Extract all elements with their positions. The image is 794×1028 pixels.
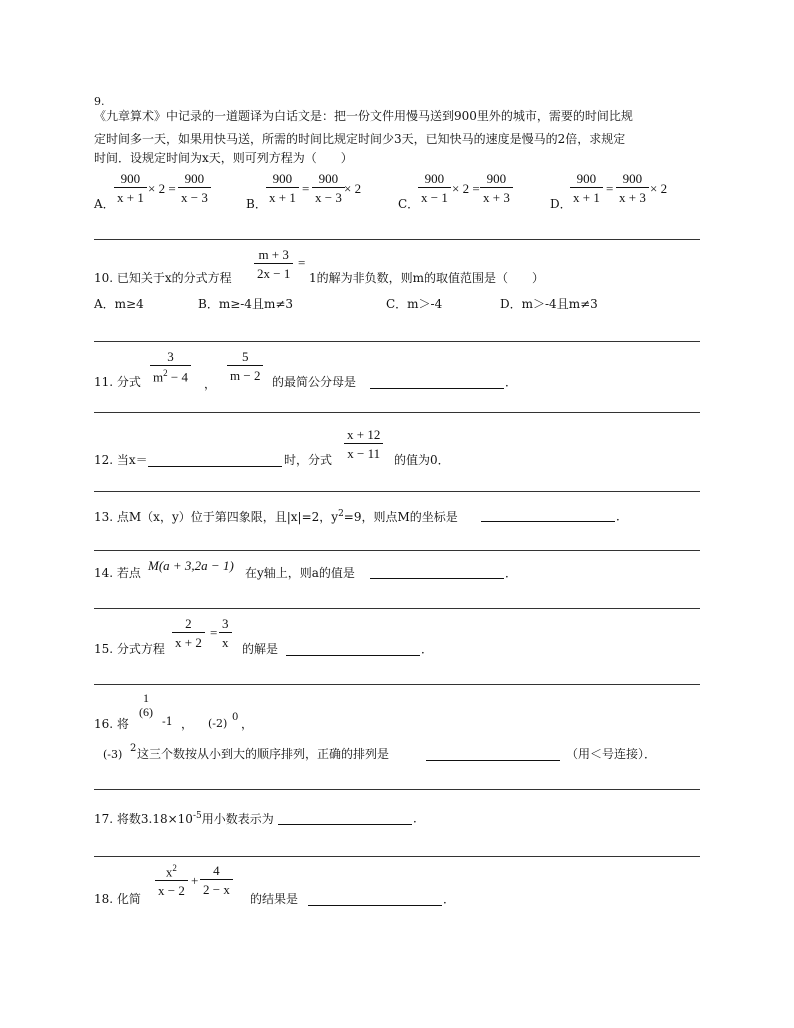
base: (-2) bbox=[208, 717, 228, 730]
answer-blank[interactable] bbox=[370, 578, 504, 579]
point-expression: M(a + 3,2a − 1) bbox=[148, 558, 234, 573]
answer-blank[interactable] bbox=[481, 521, 615, 522]
question-text-part: 用小数表示为 bbox=[201, 812, 274, 826]
numerator: x + 12 bbox=[347, 427, 381, 442]
numerator: 2 bbox=[185, 616, 192, 631]
denominator: x bbox=[219, 632, 232, 649]
operator: = bbox=[210, 625, 218, 640]
denominator: x + 3 bbox=[616, 187, 649, 204]
fraction bbox=[155, 864, 188, 897]
denominator-base: m bbox=[153, 369, 164, 385]
operator: × 2 = bbox=[452, 181, 480, 196]
question-text-line: 时间．设规定时间为x天，则可列方程为（ ） bbox=[94, 151, 353, 165]
numerator: 900 bbox=[318, 171, 339, 186]
separator: ， bbox=[181, 717, 194, 731]
question-text: 的解是 bbox=[242, 642, 279, 656]
numerator-exponent: 2 bbox=[172, 863, 177, 873]
divider bbox=[94, 789, 700, 790]
question-text: 1的解为非负数，则m的取值范围是（ ） bbox=[309, 271, 545, 285]
fraction bbox=[570, 172, 603, 204]
exponent: -1 bbox=[162, 715, 173, 728]
numerator: 3 bbox=[167, 349, 174, 364]
fraction bbox=[227, 350, 263, 382]
denominator: x + 3 bbox=[480, 187, 513, 204]
separator: ， bbox=[204, 377, 217, 391]
fraction bbox=[178, 172, 211, 204]
divider bbox=[94, 412, 700, 413]
fraction bbox=[312, 172, 345, 204]
denominator: m − 2 bbox=[227, 365, 263, 382]
question-text: 的结果是 bbox=[250, 892, 299, 906]
answer-blank[interactable] bbox=[286, 655, 420, 656]
numerator: 900 bbox=[424, 171, 445, 186]
punctuation: ． bbox=[421, 642, 434, 656]
option-label: A． bbox=[94, 197, 115, 211]
operator: × 2 = bbox=[148, 181, 176, 196]
question-text: 的值为0． bbox=[394, 453, 450, 467]
numerator: 900 bbox=[486, 171, 507, 186]
answer-blank[interactable] bbox=[278, 824, 412, 825]
question-text: 10. 已知关于x的分式方程 bbox=[94, 271, 232, 285]
denominator-value: 6 bbox=[143, 705, 149, 719]
question-text-part: 13. 点M（x，y）位于第四象限，且|x|=2，y bbox=[94, 510, 339, 524]
numerator: 900 bbox=[184, 171, 205, 186]
question-text: 11. 分式 bbox=[94, 375, 141, 389]
denominator-exponent: 2 bbox=[163, 368, 168, 378]
option-d[interactable]: D．m＞-4且m≠3 bbox=[500, 297, 598, 311]
question-text: 的最简公分母是 bbox=[272, 375, 357, 389]
question-text bbox=[94, 812, 274, 825]
question-text-part: 17. 将数3.18×10 bbox=[94, 812, 193, 826]
option-label: D． bbox=[550, 197, 572, 211]
divider bbox=[94, 239, 700, 240]
question-text: 16. 将 bbox=[94, 717, 129, 731]
fraction bbox=[254, 248, 293, 280]
denominator: x − 1 bbox=[418, 187, 451, 204]
denominator: 2x − 1 bbox=[254, 263, 293, 280]
fraction bbox=[616, 172, 649, 204]
divider bbox=[94, 684, 700, 685]
fraction bbox=[150, 350, 191, 383]
question-text: 18. 化简 bbox=[94, 892, 141, 906]
question-text bbox=[94, 510, 458, 523]
divider bbox=[94, 550, 700, 551]
operator: = bbox=[298, 255, 306, 270]
question-text: 14. 若点 bbox=[94, 566, 141, 580]
numerator: 900 bbox=[622, 171, 643, 186]
denominator: x + 2 bbox=[172, 632, 205, 649]
question-text-part: =9，则点M的坐标是 bbox=[343, 510, 458, 524]
numerator: m + 3 bbox=[258, 247, 289, 262]
answer-blank[interactable] bbox=[426, 760, 560, 761]
operator: = bbox=[606, 181, 614, 196]
denominator: x + 1 bbox=[570, 187, 603, 204]
denominator: x − 2 bbox=[155, 880, 188, 897]
base: (-3) bbox=[103, 748, 123, 761]
denominator: x + 1 bbox=[266, 187, 299, 204]
denominator: x − 3 bbox=[178, 187, 211, 204]
denominator: x − 11 bbox=[344, 443, 383, 460]
exponent: -5 bbox=[192, 811, 202, 821]
denominator-rest: − 4 bbox=[167, 369, 188, 385]
fraction bbox=[114, 172, 147, 204]
divider bbox=[94, 341, 700, 342]
punctuation: ． bbox=[505, 375, 518, 389]
punctuation: ． bbox=[505, 566, 518, 580]
fraction bbox=[139, 692, 153, 718]
numerator-base: x bbox=[165, 864, 173, 880]
fraction bbox=[200, 864, 233, 896]
numerator: 900 bbox=[576, 171, 597, 186]
answer-blank[interactable] bbox=[308, 905, 442, 906]
denominator: 2 − x bbox=[200, 879, 233, 896]
exponent: 2 bbox=[130, 743, 137, 754]
question-number: 9. bbox=[94, 95, 105, 108]
punctuation: ． bbox=[616, 509, 629, 523]
divider bbox=[94, 856, 700, 857]
divider bbox=[94, 608, 700, 609]
option-c[interactable]: C．m＞-4 bbox=[386, 297, 443, 311]
operator: = bbox=[302, 181, 310, 196]
denominator: x + 1 bbox=[114, 187, 147, 204]
fraction bbox=[480, 172, 513, 204]
punctuation: ． bbox=[413, 811, 426, 825]
question-text: 12. 当x＝ bbox=[94, 453, 148, 467]
question-text-line: 《九章算术》中记录的一道题译为白话文是：把一份文件用慢马送到900里外的城市，需要的时间比规 bbox=[94, 109, 633, 123]
denominator: (6) bbox=[139, 705, 153, 719]
option-a[interactable]: A．m≥4 bbox=[94, 297, 144, 311]
numerator: 1 bbox=[143, 691, 149, 705]
exponent: 0 bbox=[232, 712, 239, 723]
denominator bbox=[150, 365, 191, 383]
operator: × 2 bbox=[344, 181, 362, 196]
fraction bbox=[344, 428, 383, 460]
divider bbox=[94, 491, 700, 492]
numerator: 900 bbox=[120, 171, 141, 186]
separator: ， bbox=[241, 717, 254, 731]
question-text-line: 定时间多一天，如果用快马送，所需的时间比规定时间少3天，已知快马的速度是慢马的2倍，求规定 bbox=[94, 132, 626, 146]
option-label: C． bbox=[398, 197, 420, 211]
question-text: （用＜号连接）． bbox=[566, 747, 657, 761]
operator: × 2 bbox=[650, 181, 668, 196]
option-b[interactable]: B．m≥-4且m≠3 bbox=[198, 297, 294, 311]
fraction bbox=[219, 617, 232, 649]
numerator: 5 bbox=[241, 349, 249, 364]
question-text: 在y轴上，则a的值是 bbox=[245, 566, 355, 580]
fraction bbox=[172, 617, 205, 649]
question-text: 时，分式 bbox=[284, 453, 333, 467]
numerator bbox=[163, 864, 180, 880]
punctuation: ． bbox=[443, 892, 456, 906]
denominator: x − 3 bbox=[312, 187, 345, 204]
numerator: 900 bbox=[272, 171, 293, 186]
question-text: 这三个数按从小到大的顺序排列，正确的排列是 bbox=[137, 747, 390, 761]
question-text: 15. 分式方程 bbox=[94, 642, 165, 656]
answer-blank[interactable] bbox=[370, 388, 504, 389]
operator: + bbox=[191, 873, 199, 888]
fraction bbox=[266, 172, 299, 204]
numerator: 4 bbox=[213, 863, 220, 878]
numerator: 3 bbox=[222, 616, 229, 631]
exponent: 2 bbox=[338, 509, 344, 519]
answer-blank[interactable] bbox=[148, 466, 282, 467]
fraction bbox=[418, 172, 451, 204]
option-label: B． bbox=[246, 197, 267, 211]
